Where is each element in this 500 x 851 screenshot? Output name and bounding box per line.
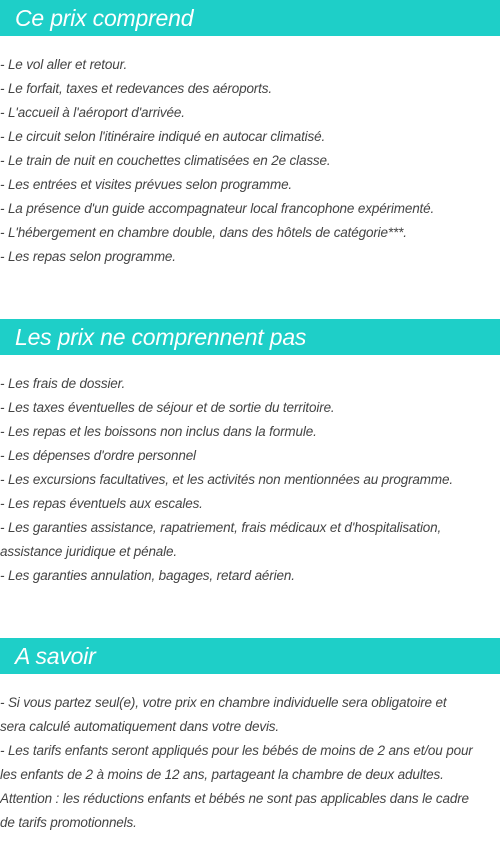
list-item: - Les repas éventuels aux escales.: [0, 496, 203, 511]
list-item: - Le train de nuit en couchettes climatisées en 2e classe.: [0, 153, 331, 168]
list-item: de tarifs promotionnels.: [0, 815, 137, 830]
list-item: - Les repas et les boissons non inclus dans la formule.: [0, 424, 317, 439]
list-item: sera calculé automatiquement dans votre devis.: [0, 719, 280, 734]
list-item: - Les repas selon programme.: [0, 249, 176, 264]
list-item: - Le vol aller et retour.: [0, 57, 128, 72]
list-item: - Les garanties assistance, rapatriement, frais médicaux et d'hospitalisation,: [0, 520, 442, 535]
section-price-excludes: [0, 319, 500, 588]
section-price-includes: [0, 0, 500, 269]
list-item: assistance juridique et pénale.: [0, 544, 177, 559]
list-item: - Les dépenses d'ordre personnel: [0, 448, 196, 463]
section-title: Ce prix comprend: [0, 0, 500, 36]
list-item: - La présence d'un guide accompagnateur local francophone expérimenté.: [0, 201, 435, 216]
list-item: - Les taxes éventuelles de séjour et de sortie du territoire.: [0, 400, 335, 415]
list-item: - Si vous partez seul(e), votre prix en chambre individuelle sera obligatoire et: [0, 695, 447, 710]
list-item: - Les frais de dossier.: [0, 376, 126, 391]
list-item: - L'accueil à l'aéroport d'arrivée.: [0, 105, 185, 120]
list-item: - Les garanties annulation, bagages, retard aérien.: [0, 568, 295, 583]
list-item: Attention : les réductions enfants et bébés ne sont pas applicables dans le cadre: [0, 791, 469, 806]
section-content: [0, 691, 500, 835]
list-item: les enfants de 2 à moins de 12 ans, partageant la chambre de deux adultes.: [0, 767, 444, 782]
list-item: - Les tarifs enfants seront appliqués pour les bébés de moins de 2 ans et/ou pour: [0, 743, 473, 758]
list-item: - L'hébergement en chambre double, dans des hôtels de catégorie***.: [0, 225, 407, 240]
list-item: - Le forfait, taxes et redevances des aéroports.: [0, 81, 272, 96]
section-content: [0, 53, 500, 269]
section-title: A savoir: [0, 638, 500, 674]
section-content: [0, 372, 500, 588]
list-item: - Les excursions facultatives, et les activités non mentionnées au programme.: [0, 472, 453, 487]
section-title: Les prix ne comprennent pas: [0, 319, 500, 355]
section-good-to-know: [0, 638, 500, 835]
list-item: - Le circuit selon l'itinéraire indiqué en autocar climatisé.: [0, 129, 326, 144]
list-item: - Les entrées et visites prévues selon programme.: [0, 177, 293, 192]
